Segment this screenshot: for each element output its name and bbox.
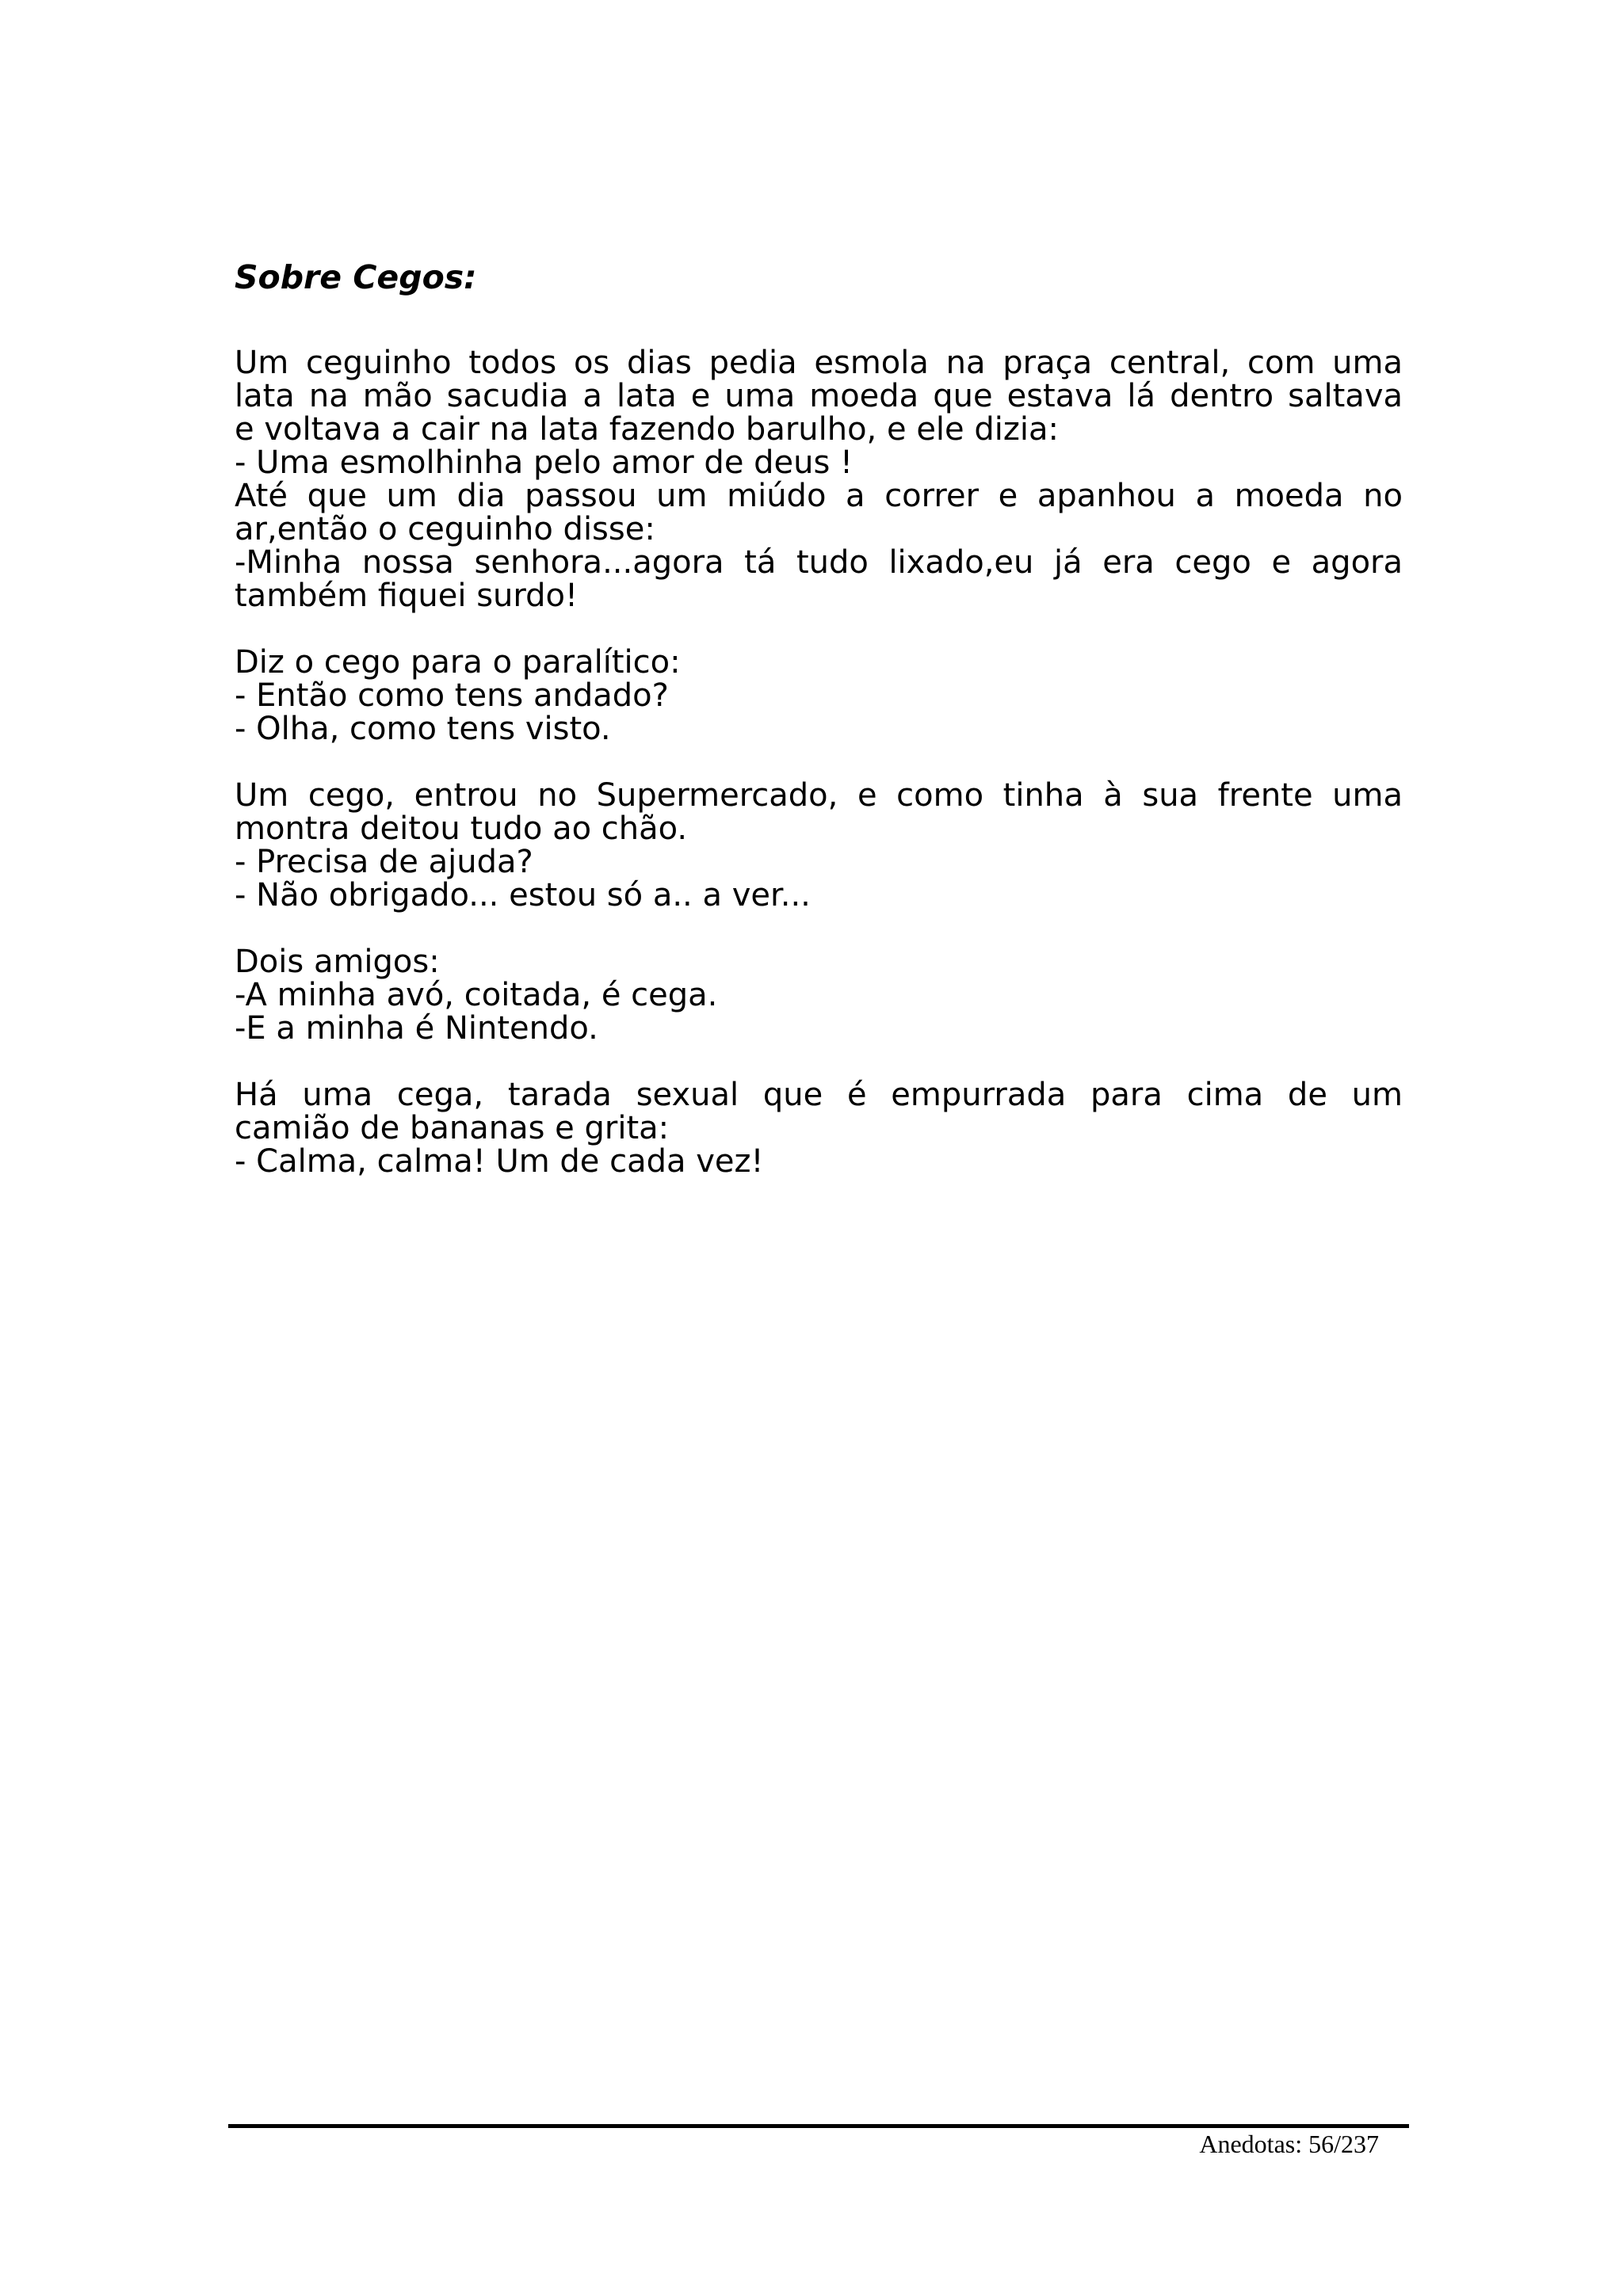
text-line: Até que um dia passou um miúdo a correr e apanhou a moeda no [235,478,1403,514]
text-line: montra deitou tudo ao chão. [235,810,688,847]
text-line: Dois amigos: [235,944,440,980]
text-line: lata na mão sacudia a lata e uma moeda que estava lá dentro saltava [235,378,1403,414]
text-line: Um cego, entrou no Supermercado, e como tinha à sua frente uma [235,777,1403,814]
text-line: ar,então o ceguinho disse: [235,511,655,547]
joke-3 [235,779,1403,912]
text-line: - Precisa de ajuda? [235,844,533,880]
text-line: - Olha, como tens visto. [235,711,611,747]
joke-1 [235,346,1403,612]
text-line: - Não obrigado... estou só a.. a ver... [235,877,811,913]
text-line: também fiquei surdo! [235,578,579,614]
page-number: Anedotas: 56/237 [1199,2130,1379,2158]
footer-divider [228,2124,1409,2128]
text-line: Há uma cega, tarada sexual que é empurrada para cima de um [235,1077,1403,1113]
text-line: -E a minha é Nintendo. [235,1010,598,1047]
text-line: - Então como tens andado? [235,677,669,714]
joke-2 [235,646,1403,746]
joke-5 [235,1078,1403,1178]
text-line: -A minha avó, coitada, é cega. [235,977,718,1013]
text-line: Um ceguinho todos os dias pedia esmola na praça central, com uma [235,345,1403,381]
text-line: Diz o cego para o paralítico: [235,644,681,681]
section-title: Sobre Cegos: [235,258,477,296]
page-content [235,257,1403,1211]
text-line: - Uma esmolhinha pelo amor de deus ! [235,444,854,481]
text-line: e voltava a cair na lata fazendo barulho, e ele dizia: [235,411,1059,448]
text-line: - Calma, calma! Um de cada vez! [235,1143,764,1180]
joke-4 [235,945,1403,1045]
text-line: camião de bananas e grita: [235,1110,670,1146]
text-line: -Minha nossa senhora...agora tá tudo lixado,eu já era cego e agora [235,544,1403,581]
